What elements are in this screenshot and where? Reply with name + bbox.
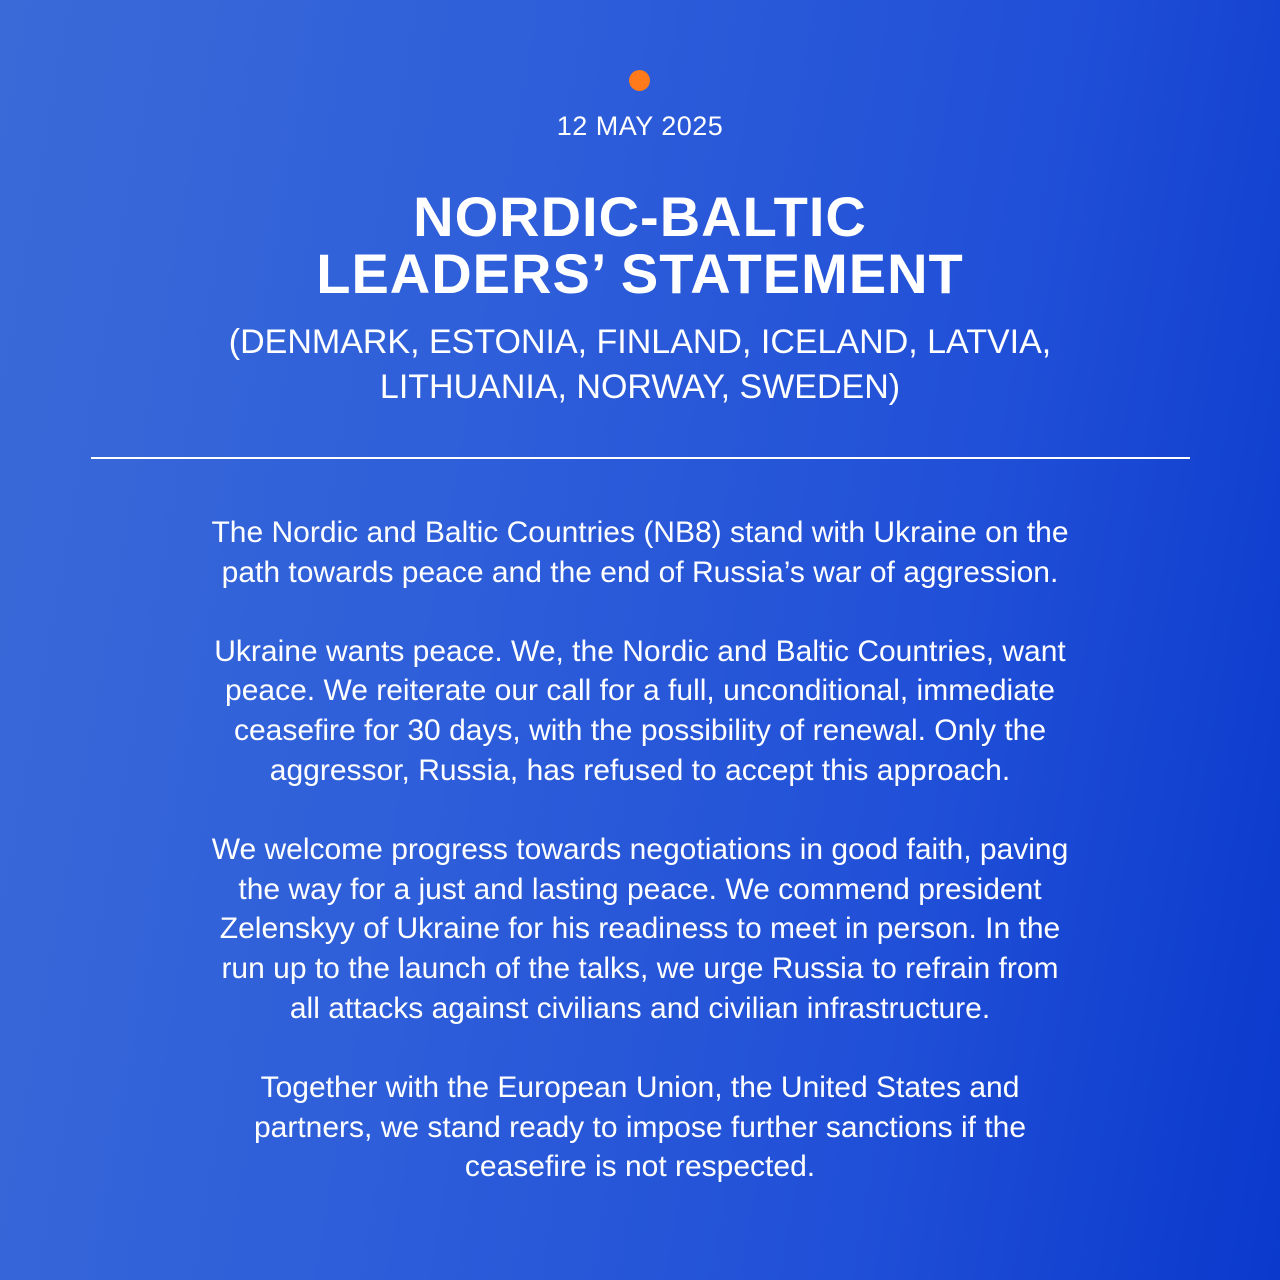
paragraph-line: ceasefire for 30 days, with the possibility of renewal. Only the [233, 714, 1047, 748]
paragraph-line: path towards peace and the end of Russia’s war of aggression. [221, 555, 1059, 589]
paragraph-line: peace. We reiterate our call for a full, unconditional, immediate [225, 674, 1055, 708]
statement-date: 12 MAY 2025 [556, 111, 724, 141]
paragraph-line: ceasefire is not respected. [464, 1150, 816, 1184]
paragraph-line: the way for a just and lasting peace. We commend president [238, 872, 1042, 906]
paragraph [120, 830, 1160, 1029]
title-line: LEADERS’ STATEMENT [316, 242, 964, 305]
paragraph-line: Ukraine wants peace. We, the Nordic and Baltic Countries, want [214, 634, 1066, 668]
paragraph [120, 632, 1160, 791]
paragraph [120, 1068, 1160, 1187]
paragraph-line: We welcome progress towards negotiations in good faith, paving [211, 832, 1069, 866]
paragraph-line: The Nordic and Baltic Countries (NB8) stand with Ukraine on the [211, 516, 1069, 549]
accent-dot-icon [629, 70, 650, 91]
paragraph-line: run up to the launch of the talks, we urge Russia to refrain from [221, 952, 1059, 986]
paragraph-line: all attacks against civilians and civilian infrastructure. [289, 991, 991, 1025]
countries-list [0, 320, 1280, 410]
countries-line: (DENMARK, ESTONIA, FINLAND, ICELAND, LATVIA, [228, 323, 1052, 361]
statement-body [120, 513, 1160, 1226]
paragraph [120, 513, 1160, 593]
paragraph-line: Together with the European Union, the United States and [260, 1070, 1020, 1104]
paragraph-line: partners, we stand ready to impose further sanctions if the [253, 1110, 1027, 1144]
title-line: NORDIC-BALTIC [413, 185, 867, 248]
divider [91, 457, 1190, 459]
countries-line: LITHUANIA, NORWAY, SWEDEN) [379, 368, 901, 406]
paragraph-line: Zelenskyy of Ukraine for his readiness to meet in person. In the [219, 912, 1061, 946]
page-title [0, 185, 1280, 305]
paragraph-line: aggressor, Russia, has refused to accept this approach. [269, 753, 1011, 787]
